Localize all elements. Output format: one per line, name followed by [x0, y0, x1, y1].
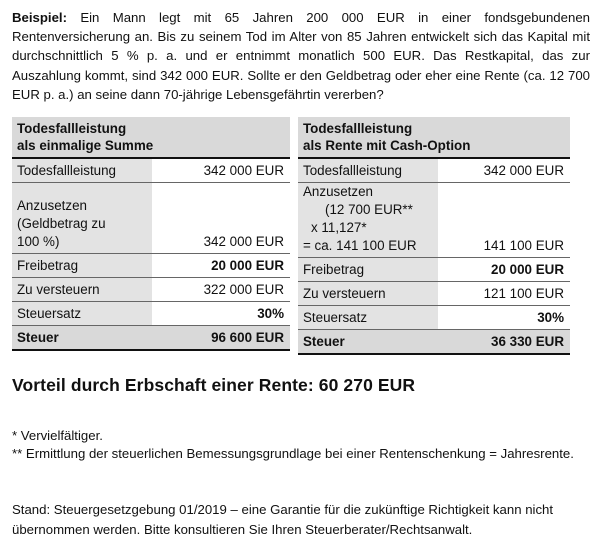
disclaimer-footer: Stand: Steuergesetzgebung 01/2019 – eine Garantie für die zukünftige Richtigkeit kann nicht übernommen werden. Bitte konsultieren Sie Ihren Steuerberater/Rechtsanwalt. [12, 502, 554, 537]
row-label: Zu versteuern [298, 282, 438, 306]
row-label: Steuer [12, 326, 152, 351]
table-header-cell [12, 117, 290, 158]
label-line: (Geldbetrag zu [17, 216, 106, 231]
row-value: 121 100 EUR [438, 282, 570, 306]
row-value: 342 000 EUR [152, 183, 290, 254]
label-line: x 11,127* [311, 220, 367, 235]
row-label: Steuer [298, 330, 438, 355]
row-value: 141 100 EUR [438, 183, 570, 258]
table-row [298, 306, 570, 330]
table-row [298, 183, 570, 258]
table-header [12, 117, 290, 158]
row-label [298, 183, 438, 258]
header-line-2: als Rente mit Cash-Option [303, 138, 471, 153]
label-line: 100 %) [17, 234, 60, 249]
table-row [12, 183, 290, 254]
example-lead: Beispiel: [12, 10, 67, 25]
table-lump-sum [12, 117, 290, 351]
table-row [298, 258, 570, 282]
footnote-multiplier: * Vervielfältiger. [12, 428, 103, 443]
table-annuity-cash-option [298, 117, 570, 355]
row-label: Freibetrag [12, 254, 152, 278]
table-header-cell [298, 117, 570, 158]
footnote-basis: ** Ermittlung der steuerlichen Bemessungsgrundlage bei einer Rentenschenkung = Jahresrente. [12, 446, 574, 461]
row-label: Steuersatz [298, 306, 438, 330]
advantage-summary: Vorteil durch Erbschaft einer Rente: 60 270 EUR [12, 375, 416, 395]
table-row [12, 254, 290, 278]
table-row-total [298, 330, 570, 355]
row-value: 20 000 EUR [152, 254, 290, 278]
table-row [12, 278, 290, 302]
header-line-1: Todesfallleistung [17, 121, 127, 136]
table-row-total [12, 326, 290, 351]
label-line: Anzusetzen [303, 184, 373, 199]
label-line: (12 700 EUR** [325, 202, 413, 217]
row-value: 342 000 EUR [438, 158, 570, 183]
row-value: 20 000 EUR [438, 258, 570, 282]
row-value: 36 330 EUR [438, 330, 570, 355]
table-row [12, 158, 290, 183]
example-text: Ein Mann legt mit 65 Jahren 200 000 EUR in einer fondsgebundenen Rentenversicherung an. Bis zu seinem Tod im Alter von 85 Jahren entwickelt sich das Kapital mit durchschnittlich 5 % p. a. und er entnimmt monatlich 500 EUR. Das Restkapital, das zur Auszahlung kommt, sind 342 000 EUR. Sollte er den Geldbetrag oder eher eine Rente (ca. 12 700 EUR p. a.) an seine dann 70-jährige Lebensgefährtin vererben? [12, 10, 590, 102]
row-value: 30% [438, 306, 570, 330]
row-label: Todesfallleistung [12, 158, 152, 183]
label-line: = ca. 141 100 EUR [303, 238, 417, 253]
label-line: Anzusetzen [17, 198, 87, 213]
row-value: 96 600 EUR [152, 326, 290, 351]
row-label: Todesfallleistung [298, 158, 438, 183]
example-intro [12, 8, 590, 104]
table-row [12, 302, 290, 326]
row-label [12, 183, 152, 254]
row-label: Zu versteuern [12, 278, 152, 302]
row-value: 322 000 EUR [152, 278, 290, 302]
header-line-2: als einmalige Summe [17, 138, 154, 153]
row-value: 342 000 EUR [152, 158, 290, 183]
table-row [298, 282, 570, 306]
row-label: Steuersatz [12, 302, 152, 326]
row-value: 30% [152, 302, 290, 326]
row-label: Freibetrag [298, 258, 438, 282]
table-header [298, 117, 570, 158]
table-row [298, 158, 570, 183]
header-line-1: Todesfallleistung [303, 121, 413, 136]
